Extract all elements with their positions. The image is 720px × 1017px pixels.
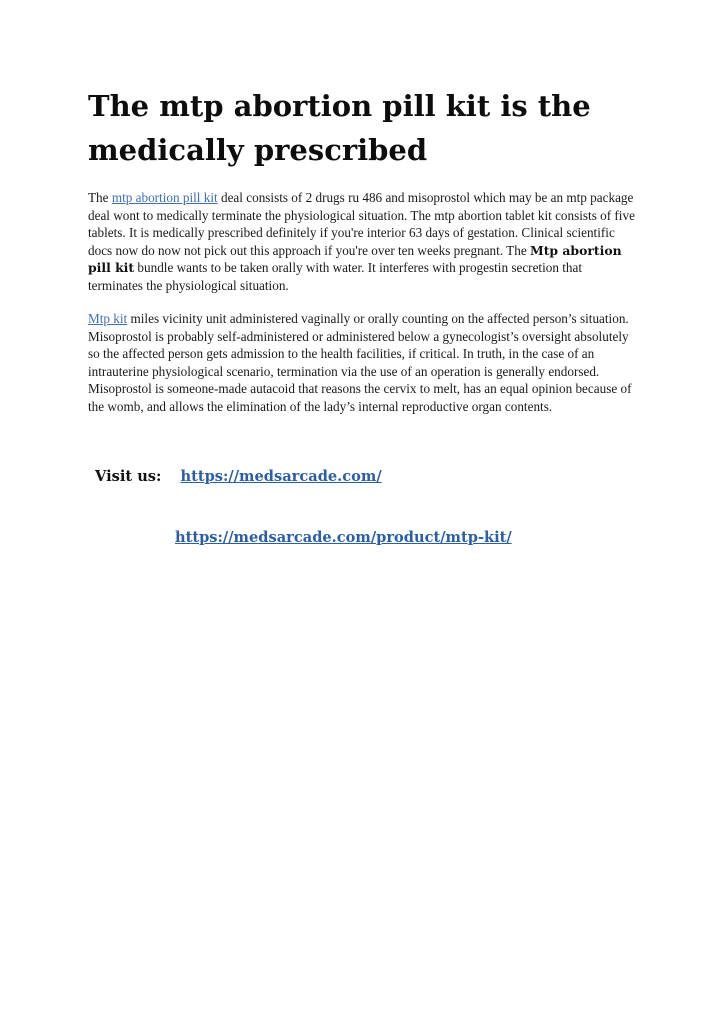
product-link-row: [175, 527, 512, 549]
paragraph-intro-text-b: bundle wants to be taken orally with water. It interferes with progestin secretion that terminates the physiological situation.: [88, 260, 583, 293]
visit-us-label: Visit us:: [95, 468, 162, 485]
visit-us-row: [95, 466, 382, 488]
medsarcade-home-link[interactable]: https://medsarcade.com/: [180, 468, 382, 485]
paragraph-mtp-kit-text: miles vicinity unit administered vaginally or orally counting on the affected person’s situation. Misoprostol is probably self-administered or administered below a gynecologist’s oversight absolutely so the affected person gets admission to the health facilities, if critical. In truth, in the case of an intrauterine physiological scenario, termination via the use of an operation is generally endorsed. Misoprostol is someone-made autacoid that reasons the cervix to melt, has an equal opinion because of the womb, and allows the elimination of the lady’s internal reproductive organ contents.: [88, 311, 632, 414]
mtp-kit-link[interactable]: Mtp kit: [88, 311, 128, 326]
mtp-abortion-pill-kit-link[interactable]: mtp abortion pill kit: [111, 190, 218, 205]
paragraph-intro-lead: The: [88, 190, 112, 205]
mtp-kit-product-link[interactable]: https://medsarcade.com/product/mtp-kit/: [175, 529, 512, 546]
paragraph-intro-bold: Mtp abortion pill kit: [88, 242, 622, 276]
paragraph-mtp-kit: [88, 310, 638, 416]
paragraph-intro: [88, 189, 638, 295]
page-title: The mtp abortion pill kit is the medically prescribed: [88, 89, 591, 167]
paragraph-intro-text-a: deal consists of 2 drugs ru 486 and misoprostol which may be an mtp package deal wont to medically terminate the physiological situation. The mtp abortion tablet kit consists of five tablets. It is medically prescribed definitely if you're interior 63 days of gestation. Clinical scientific docs now do now not pick out this approach if you're over ten weeks pregnant. The: [88, 190, 635, 258]
